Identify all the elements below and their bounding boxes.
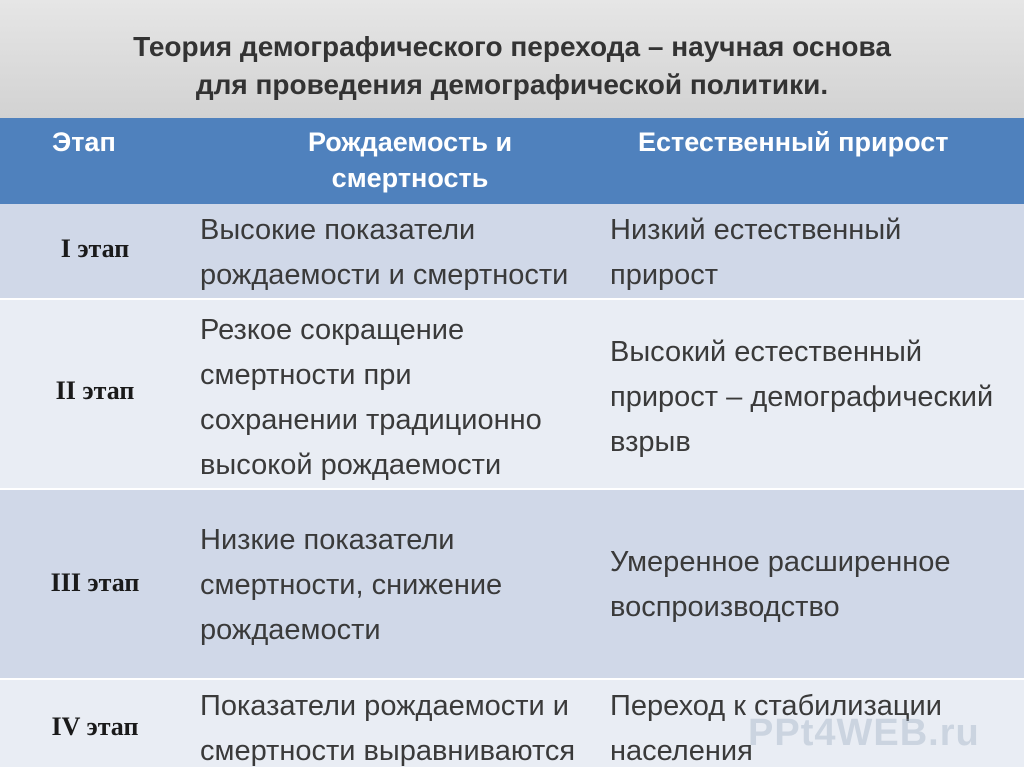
rates-line: высокой рождаемости [200, 449, 502, 481]
growth-cell [610, 540, 951, 630]
column-header-rates-line-1: Рождаемость и [307, 127, 513, 157]
table-row-stage-2 [0, 300, 1024, 488]
slide-title-line-2: для проведения демографической политики. [195, 69, 829, 100]
rates-line: рождаемости [200, 614, 381, 646]
growth-line: Высокий естественный [610, 336, 923, 368]
stage-cell: I этап [60, 234, 130, 263]
table-row-stage-3 [0, 490, 1024, 678]
rates-line: Показатели рождаемости и [200, 690, 569, 722]
rates-cell [200, 518, 502, 653]
rates-line: Высокие показатели [200, 214, 476, 246]
stage-cell: IV этап [51, 712, 139, 741]
slide-title-line-1: Теория демографического перехода – научная основа [133, 31, 891, 62]
slide-header [0, 0, 1024, 118]
growth-line: населения [610, 735, 753, 767]
rates-line: смертности, снижение [200, 569, 503, 601]
growth-line: прирост – демографический [610, 381, 994, 413]
rates-line: рождаемости и смертности [200, 259, 569, 291]
growth-line: воспроизводство [610, 591, 840, 623]
stage-cell: III этап [50, 568, 140, 597]
column-header-rates [250, 124, 570, 196]
rates-line: Резкое сокращение [200, 314, 465, 346]
rates-line: смертности выравниваются [200, 735, 576, 767]
column-header-stage: Этап [52, 127, 116, 157]
growth-line: Низкий естественный [610, 214, 902, 246]
rates-cell [200, 684, 575, 767]
growth-line: прирост [610, 259, 719, 291]
growth-line: Переход к стабилизации [610, 690, 942, 722]
growth-cell [610, 208, 901, 298]
rates-line: смертности при [200, 359, 412, 391]
table-row-stage-1 [0, 204, 1024, 298]
rates-cell [200, 208, 568, 298]
site-watermark: PPt4WEB.ru [748, 712, 980, 754]
column-header-growth: Естественный прирост [638, 127, 949, 157]
stage-cell: II этап [55, 376, 135, 405]
growth-line: взрыв [610, 426, 691, 458]
table-header-row [0, 118, 1024, 204]
growth-cell [610, 330, 993, 465]
rates-cell [200, 308, 542, 488]
rates-line: сохранении традиционно [200, 404, 542, 436]
growth-line: Умеренное расширенное [610, 546, 951, 578]
slide-title [0, 28, 1024, 104]
column-header-rates-line-2: смертность [331, 163, 489, 193]
rates-line: Низкие показатели [200, 524, 455, 556]
